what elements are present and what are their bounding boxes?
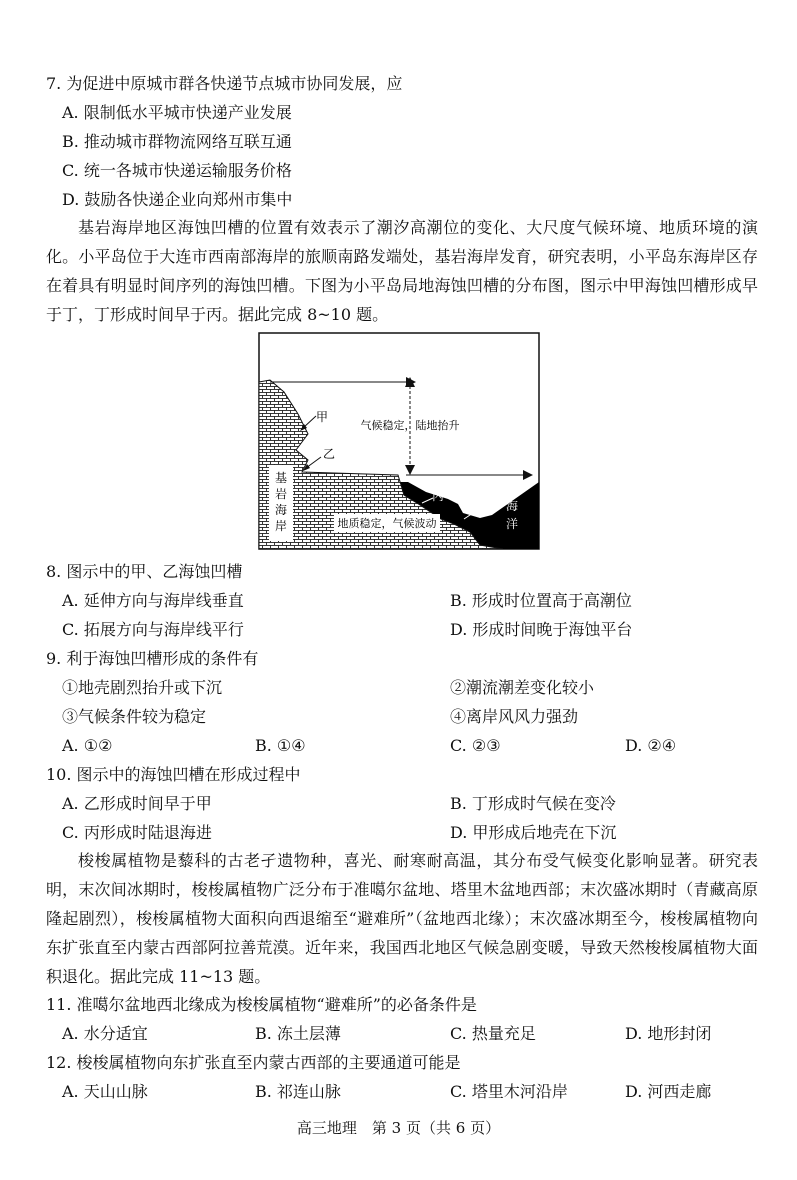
passage-11-13: 梭梭属植物是藜科的古老孑遗物种，喜光、耐寒耐高温，其分布受气候变化影响显著。研究表明，末次间冰期时，梭梭属植物广泛分布于准噶尔盆地、塔里木盆地西部；末次盛冰期时（青藏高原隆起剧烈），梭梭属植物大面积向西退缩至“避难所”（盆地西北缘）；末次盛冰期至今，梭梭属植物向东扩张直至内蒙古西部阿拉善荒漠。近年来，我国西北地区气候急剧变暖，导致天然梭梭属植物大面积退化。据此完成 11~13 题。 bbox=[46, 851, 758, 986]
page-footer: 高三地理 第 3 页（共 6 页） bbox=[296, 1119, 501, 1137]
q7-option-a: A. 限制低水平城市快递产业发展 bbox=[62, 103, 292, 122]
label-bing: 丙 bbox=[432, 489, 445, 503]
label-jia: 甲 bbox=[316, 410, 329, 424]
q10-option-d: D. 甲形成后地壳在下沉 bbox=[450, 823, 617, 842]
q8-option-a: A. 延伸方向与海岸线垂直 bbox=[62, 591, 244, 610]
passage-8-10: 基岩海岸地区海蚀凹槽的位置有效表示了潮汐高潮位的变化、大尺度气候环境、地质环境的演化。小平岛位于大连市西南部海岸的旅顺南路发端处，基岩海岸发育，研究表明，小平岛东海岸区存在着具有明显时间序列的海蚀凹槽。下图为小平岛局地海蚀凹槽的分布图，图示中甲海蚀凹槽形成早于丁，丁形成时间早于丙。据此完成 8~10 题。 bbox=[46, 218, 758, 324]
q12-option-d: D. 河西走廊 bbox=[625, 1082, 712, 1101]
q9-option-a: A. ①② bbox=[62, 736, 113, 755]
q10-option-a: A. 乙形成时间早于甲 bbox=[62, 794, 212, 813]
q11-option-a: A. 水分适宜 bbox=[62, 1024, 148, 1043]
q10-stem: 10. 图示中的海蚀凹槽在形成过程中 bbox=[46, 765, 301, 784]
q12-stem: 12. 梭梭属植物向东扩张直至内蒙古西部的主要通道可能是 bbox=[46, 1053, 461, 1072]
sea-label-char-1: 海 bbox=[505, 499, 519, 513]
rock-label-char-3: 海 bbox=[274, 503, 288, 517]
q12-option-b: B. 祁连山脉 bbox=[255, 1082, 341, 1101]
sea-label-char-2: 洋 bbox=[505, 517, 519, 531]
q10-option-b: B. 丁形成时气候在变冷 bbox=[450, 794, 616, 813]
q9-option-c: C. ②③ bbox=[450, 736, 501, 755]
q7-option-b: B. 推动城市群物流网络互联互通 bbox=[62, 132, 292, 151]
q8-stem: 8. 图示中的甲、乙海蚀凹槽 bbox=[46, 562, 243, 581]
q8-option-c: C. 拓展方向与海岸线平行 bbox=[62, 620, 244, 639]
q8-option-d: D. 形成时间晚于海蚀平台 bbox=[450, 620, 633, 639]
q7-option-c: C. 统一各城市快递运输服务价格 bbox=[62, 161, 292, 180]
geology-annotation: 地质稳定，气候波动 bbox=[337, 517, 437, 530]
q9-option-d: D. ②④ bbox=[625, 736, 677, 755]
label-yi: 乙 bbox=[323, 447, 336, 461]
q11-option-b: B. 冻土层薄 bbox=[255, 1024, 341, 1043]
q7-option-d: D. 鼓励各快递企业向郑州市集中 bbox=[62, 190, 293, 209]
q11-option-d: D. 地形封闭 bbox=[625, 1024, 712, 1043]
label-ding: 丁 bbox=[480, 503, 493, 517]
q12-option-a: A. 天山山脉 bbox=[62, 1082, 148, 1101]
q9-option-b: B. ①④ bbox=[255, 736, 306, 755]
q9-statement-4: ④离岸风风力强劲 bbox=[450, 707, 579, 726]
q9-statement-1: ①地壳剧烈抬升或下沉 bbox=[62, 678, 223, 697]
rock-label-char-1: 基 bbox=[274, 471, 288, 485]
climate-annotation: 气候稳定，陆地抬升 bbox=[360, 419, 460, 432]
q7-stem: 7. 为促进中原城市群各快递节点城市协同发展，应 bbox=[46, 74, 403, 93]
q11-stem: 11. 准噶尔盆地西北缘成为梭梭属植物“避难所”的必备条件是 bbox=[46, 995, 477, 1014]
q8-option-b: B. 形成时位置高于高潮位 bbox=[450, 591, 632, 610]
q9-stem: 9. 利于海蚀凹槽形成的条件有 bbox=[46, 649, 259, 668]
sea-notch-diagram bbox=[258, 332, 540, 550]
q12-option-c: C. 塔里木河沿岸 bbox=[450, 1082, 568, 1101]
q10-option-c: C. 丙形成时陆退海进 bbox=[62, 823, 212, 842]
q11-option-c: C. 热量充足 bbox=[450, 1024, 536, 1043]
q9-statement-3: ③气候条件较为稳定 bbox=[62, 707, 207, 726]
rock-label-char-2: 岩 bbox=[274, 487, 288, 501]
rock-label-char-4: 岸 bbox=[274, 519, 288, 533]
q9-statement-2: ②潮流潮差变化较小 bbox=[450, 678, 595, 697]
